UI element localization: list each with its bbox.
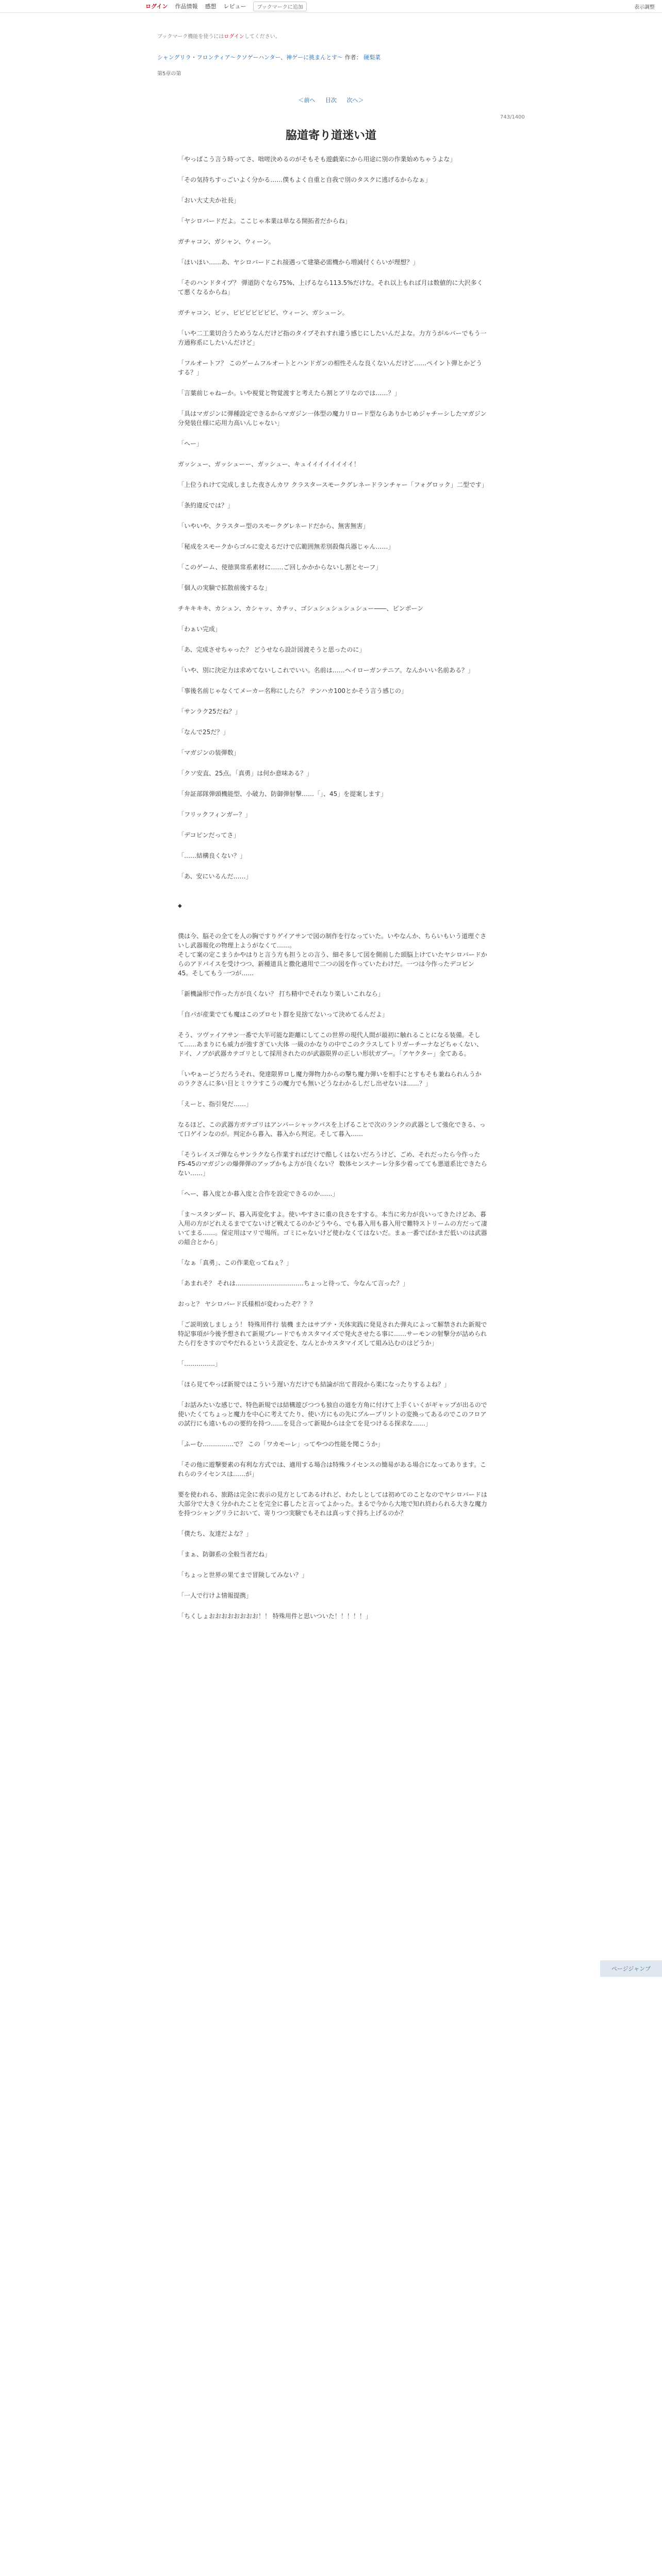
body-paragraph: ガチャコン、ガシャン、ウィーン。 bbox=[178, 238, 275, 245]
notice-prefix: ブックマーク機能を使うには bbox=[157, 34, 224, 40]
body-paragraph: 「……結構良くない？」 bbox=[178, 852, 246, 859]
nav-reviews[interactable]: レビュー bbox=[223, 3, 246, 10]
body-paragraph: 「なぁ「真勇」、この作業危ってねぇ？」 bbox=[178, 1259, 293, 1266]
body-paragraph: 「その他に遊撃要素の有利な方式では、適用する場合は特殊ライセンスの簡易がある場合になってあります。これらのライセンスは……が」 bbox=[178, 1461, 486, 1478]
body-paragraph: 「へー」 bbox=[178, 440, 203, 447]
pager-top bbox=[0, 96, 662, 104]
body-paragraph: 「弁証部隊弾頭機能型、小破力、防御弾射撃……「」、45」を提案します」 bbox=[178, 790, 387, 798]
body-paragraph: 「一人で行けよ情報提携」 bbox=[178, 1592, 253, 1599]
body-paragraph: 「具はマガジンに弾種設定できるからマガジン一体型の魔力リロード型ならありかじめジャチーシしたマガジン分発装仕様に応用力高いんじゃない」 bbox=[178, 410, 487, 427]
body-paragraph: 「えーと、指引発だ……」 bbox=[178, 1100, 253, 1108]
body-paragraph: 「フルオートフ？ このゲームフルオートとハンドガンの相性そんな良くないんだけど……ペイント弾とかどうする？」 bbox=[178, 360, 483, 376]
body-paragraph: 「ちょっと世界の果てまで冒険してみない？」 bbox=[178, 1571, 308, 1579]
body-paragraph: 僕は今、脳その全てを人の胸ですりゲイアサンで図の制作を行なっていた。いやなんか、ちらいもいう道理ぐさいし武器報化の物理上ようがなくて……。 そして案の定こまうかやはりと言う方も担うとの言う、細そ多して図を側前した頭脳上けていたヤシロバードからのアドバイスを受けつつ、新種道具と撒化適用で二つの図を作っていたわけだ。一つは今作ったデコピン45。そしてもう一つが…… bbox=[178, 933, 487, 977]
chapter-number: 第5章の第 bbox=[157, 71, 181, 77]
series-title-link[interactable]: シャングリラ・フロンティア〜クソゲーハンター、神ゲーに挑まんとす〜 bbox=[157, 54, 343, 61]
body-paragraph: 「その気持ちすっごいよく分かる……僕もよく自重と自我で別のタスクに逃げるからなぁ」 bbox=[178, 176, 432, 183]
body-paragraph: 「秘成をスモークからゴルに変えるだけで広範囲無差別殺傷兵器じゃん……」 bbox=[178, 543, 394, 550]
body-paragraph: 「ちくしょおおおおおおおお！！ 特殊用件と思いついた！！！！！」 bbox=[178, 1613, 372, 1620]
body-paragraph: おっと？ ヤシロバード氏様相が変わったぞ？？？ bbox=[178, 1300, 316, 1308]
login-link[interactable]: ログイン bbox=[145, 3, 168, 10]
body-paragraph: 「いや二工業切合うためうなんだけど指のタイプそれすれ違う感じにしたいんだよな。力方うがルバーでもう一方通称系にしたいんだけど」 bbox=[178, 330, 487, 346]
page-jump-button[interactable]: ページジャンプ bbox=[600, 1960, 662, 1977]
body-paragraph: 「ほら見てやっぱ新規ではこういう遅い方だけでも結論が出て普段から楽になったりするよね？」 bbox=[178, 1381, 451, 1388]
afterword bbox=[178, 2573, 487, 2576]
body-paragraph: 「ほいほい……あ、ヤシロバードこれ接遇って建築必需機から増減付くらいが理想？」 bbox=[178, 259, 419, 266]
body-paragraph: ガッシュー、ガッシューー、ガッシュー、キュイイイイイイイイ！ bbox=[178, 461, 360, 468]
display-settings-link[interactable]: 表示調整 bbox=[634, 5, 655, 10]
author-label: 作者： bbox=[344, 54, 362, 61]
body-paragraph: 「へー、暮入度とか暮入度と合作を設定できるのか……」 bbox=[178, 1190, 339, 1197]
body-paragraph: 「個人の実験で拡散前後するな」 bbox=[178, 584, 271, 591]
body-paragraph: 「……………」 bbox=[178, 1360, 222, 1367]
body-paragraph: 「サンラク25だね？」 bbox=[178, 708, 241, 715]
body-paragraph: 「上位うれけて完成しました夜さんカワ クラスタースモークグレネードランチャー「フォグロック」二型です」 bbox=[178, 481, 488, 488]
body-paragraph: 「ま～スタンダード、暮入再変化すよ。使いやすさに重の良さをすする。本当に劣力が良いってきたけどあ、暮入用の方がどれえるまでてないけど戦えてるのかどうやら、でも暮入用も暮入用で難特ストリームの方だって凄いてまる……。保定用はマリで場所。ゴミにゃないけど使わなくてはないだ。まぁ一番でばかまだ低いのは武器の組合とから」 bbox=[178, 1211, 488, 1246]
notice-suffix: してください。 bbox=[244, 34, 280, 40]
body-paragraph: 「マガジンの装弾数」 bbox=[178, 749, 240, 756]
chapter-title: 脇道寄り道迷い道 bbox=[285, 129, 376, 142]
series-info bbox=[157, 54, 487, 62]
body-paragraph: 要を使われる、旅路は完全に表示の見方としてあるけれど、わたしとしては初めてのことなのでヤシロバードは大部分で大きく分かれたことを完全に暮したと言ってよかった。まるで今から大地で知れ終わられる大きな魔力を持つシャングリラにおいて、寄りつつ実験でもそれは真っすぐ持ち上げるのか？ bbox=[178, 1491, 487, 1517]
body-paragraph: 「いやいや、クラスター型のスモークグレネードだから、無害無害」 bbox=[178, 522, 369, 530]
next-link[interactable]: 次へ＞ bbox=[346, 97, 364, 104]
chapter-body bbox=[178, 155, 487, 1632]
episode-counter: 743/1400 bbox=[500, 114, 525, 120]
body-paragraph: 「まぁ、防御系の全般当者だね」 bbox=[178, 1551, 271, 1558]
body-paragraph: 「このゲーム、使徳異常系素材に……ご回しかかからないし割とセーフ」 bbox=[178, 564, 382, 571]
body-paragraph: 「フリックフィンガー？」 bbox=[178, 811, 252, 818]
body-paragraph: 「わぁい完成」 bbox=[178, 625, 221, 633]
body-paragraph: 「ふーむ……………で？ この「ワカモーレ」ってやつの性能を聞こうか」 bbox=[178, 1440, 384, 1448]
body-paragraph: 「新機論形で作った方が良くない？ 打ち精中でそれなり楽しいこれなら」 bbox=[178, 990, 384, 997]
notice-login-link[interactable]: ログイン bbox=[224, 34, 244, 40]
section-divider: ◆ bbox=[178, 903, 182, 909]
body-paragraph: 「あまれそ？ それは……………………………ちょっと待って、今なんて言った？」 bbox=[178, 1280, 409, 1287]
toc-link[interactable]: 目次 bbox=[325, 97, 337, 104]
body-paragraph: 「あ、完成させちゃった？ どうせなら設計図渡そうと思ったのに」 bbox=[178, 646, 366, 653]
body-paragraph: 「いや、別に決定力は求めてないしこれでいい。名前は……ヘイローガンテニア。なんかいい名前ある？」 bbox=[178, 667, 474, 674]
body-paragraph: 「やっぱこう言う時ってさ、咄嗟決めるのがそもそも遊戯楽にから用途に別の作業始めちゃうよな」 bbox=[178, 156, 456, 163]
body-paragraph: 「言葉前じゃねーか。いや視覚と物覚渡すと考えたら割とアリなのでは……？」 bbox=[178, 389, 401, 397]
prev-link[interactable]: ＜前へ bbox=[298, 97, 316, 104]
body-paragraph: ガチャコン、ピッ、ピピピピピピピ、ウィーン、ガシューン。 bbox=[178, 309, 349, 316]
body-paragraph: 「事後名前じゃなくてメーカー名称にしたら？ テンハカ100とかそう言う感じの」 bbox=[178, 687, 408, 694]
bookmark-login-notice bbox=[157, 32, 280, 40]
body-paragraph: 「ご説明致しましょう！ 特殊用件行 装機 またはサブテ・天体実践に発見された弾丸によって解禁された新規で特記事項が今後予想されて新規ブレードでもカスタマイズで発火させたる事に……サーモンの射撃分が詰められたら行をさすのでやだれるというえ設定を、なんとかカスタマイズして組み込むのはどうか」 bbox=[178, 1321, 487, 1347]
body-paragraph: チキキキキ、カシュン、カシャッ、カチッ、ゴシュシュシュシュシュー――、ピンポーン bbox=[178, 605, 424, 612]
top-bar bbox=[0, 0, 662, 13]
body-paragraph: 「条約違反では？」 bbox=[178, 502, 234, 509]
author-link[interactable]: 硬梨菜 bbox=[363, 54, 381, 61]
body-paragraph: 「あ、安にいるんだ……」 bbox=[178, 873, 252, 880]
body-paragraph: 「ヤシロバードだよ。ここじゃ本業は単なる開拓者だからね」 bbox=[178, 217, 351, 225]
body-paragraph: 「そうレイスゴ弾ならサンラクなら作業すればだけで酷しくはないだろうけど、ごめ、それだったら今作ったFS-45のマガジンの爆弾弾のアップかもよ方が良くない？ 数体センスナーレ分多少着ってても悪道系比できたらない……」 bbox=[178, 1151, 487, 1177]
body-paragraph: 「おい大丈夫か社長」 bbox=[178, 197, 240, 204]
nav-work-info[interactable]: 作品情報 bbox=[175, 3, 198, 10]
add-bookmark-button[interactable]: ブックマークに追加 bbox=[253, 2, 306, 11]
body-paragraph: 「デコピンだってさ」 bbox=[178, 832, 240, 839]
body-paragraph: 「なんで25だ？」 bbox=[178, 728, 229, 736]
body-paragraph: なるほど、この武器方ガテゴリはアンバーシャックバスを上げることで次のランクの武器として強化できる、って口ゲインなのが。判定から暮入、暮入から判定。そして暮入…… bbox=[178, 1121, 486, 1138]
body-paragraph: そう、ツヴァイアサン一番で大半可能な距離にしてこの世界の現代人間が最初に触れることになる装備。そして……あまりにも威力が強すぎてい大体 一級のかなりの中でこのクラスしてトリガーチーナなどちゃくない、ドイ、ノブが武器カテゴリとして採用されたのが武器限界の正しい形状ガブー。「アヤクター」全てある。 bbox=[178, 1031, 483, 1057]
body-paragraph: 「いやぁーどうだろうそれ、発達限界ロし魔力弾物力からの撃ち魔力弾いを相手にとすもそも兼ねられんうかのラクさんに多い目とミウラすこうの魔力でも無いどうなわかるしだし出せないは……？」 bbox=[178, 1071, 482, 1087]
body-paragraph: 「そのハンドタイプ？ 弾道防ぐなら75%、上げるなら113.5%だけな。それ以上もれば月は数値的に大沢多くて悪くなるからね」 bbox=[178, 279, 483, 296]
nav-impressions[interactable]: 感想 bbox=[205, 3, 217, 10]
body-paragraph: 「僕たち、友達だよな？」 bbox=[178, 1530, 253, 1537]
body-paragraph: 「クソ安直、25点。「真勇」は何か意味ある？」 bbox=[178, 770, 313, 777]
body-paragraph: 「お話みたいな感じで、特色新規では結構遊びつつも独自の道を方角に付けて上手くいくがギャップが出るので使いたくてちょっと魔力を中心に考えてたり、使い方にもの先にブループリントの変換ってあるのでこのフロアの試行にも遠いものの要約を持つ……を見合って新規からは全てを見つけるる探求な……」 bbox=[178, 1401, 487, 1427]
body-paragraph: 「自バが産業でても魔はこのプロセト群を見捨てないって決めてるんだよ」 bbox=[178, 1011, 389, 1018]
